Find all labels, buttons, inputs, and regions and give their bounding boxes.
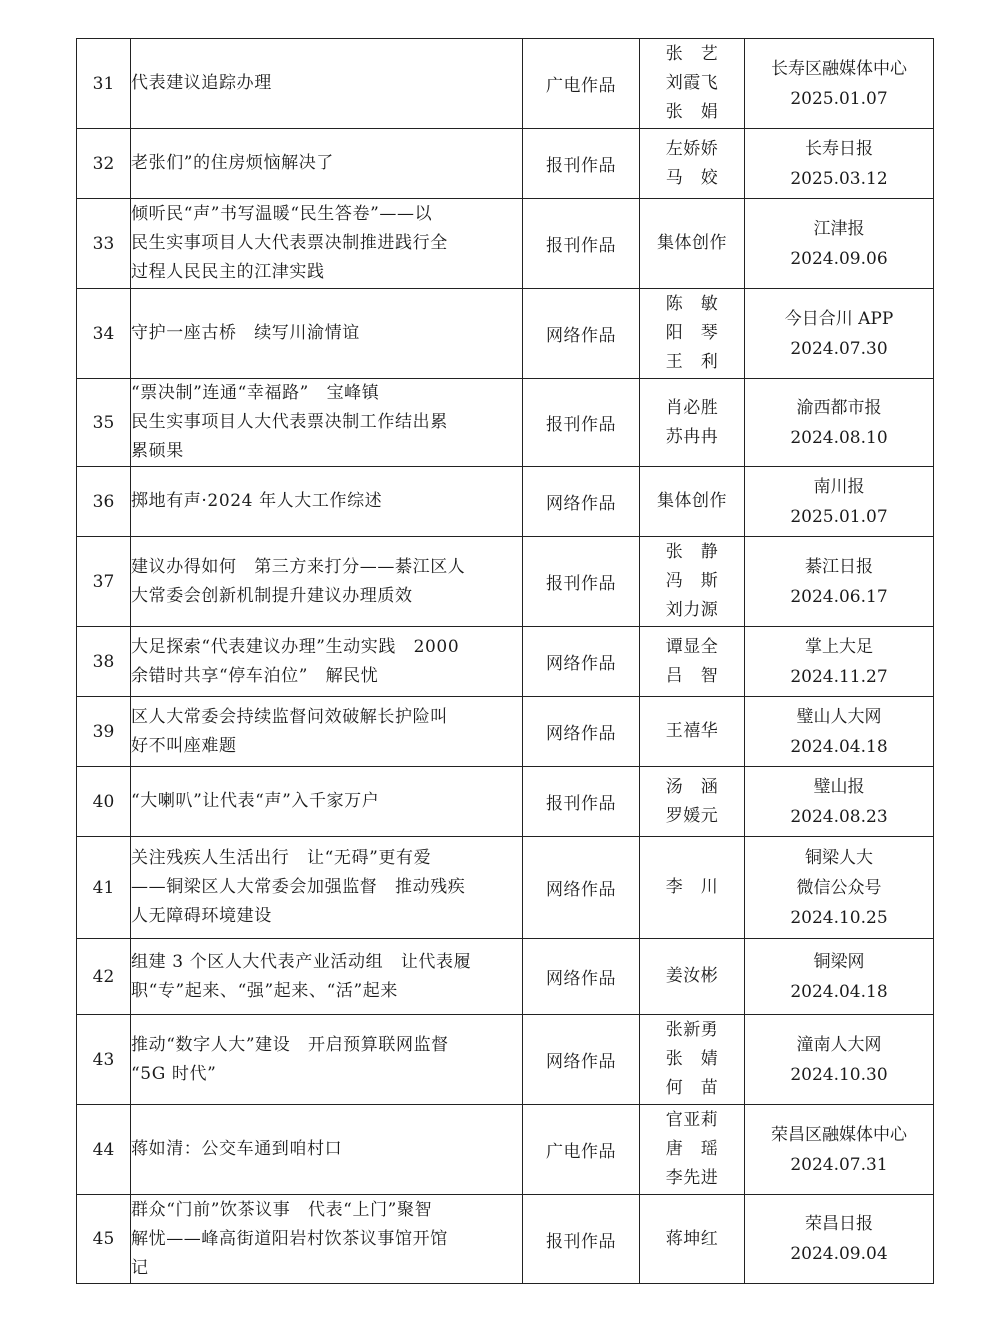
work-category: 报刊作品: [523, 537, 640, 627]
work-title: [131, 39, 523, 129]
work-authors: [640, 697, 745, 767]
work-authors: [640, 1105, 745, 1195]
author-name: 张 艺: [665, 44, 719, 64]
publish-date: 2024.06.17: [790, 586, 888, 607]
row-number: 34: [77, 289, 131, 379]
author-name: 唐 瑶: [665, 1139, 719, 1159]
row-number: 42: [77, 939, 131, 1015]
table-row: [77, 697, 934, 767]
work-authors: [640, 129, 745, 199]
publisher-cell: [745, 289, 934, 379]
publisher-name: 长寿区融媒体中心: [771, 58, 907, 79]
author-name: 左娇娇: [665, 138, 719, 159]
author-name: 王 利: [665, 352, 719, 372]
work-category: 网络作品: [523, 289, 640, 379]
work-title-line: 蒋如清：公交车通到咱村口: [131, 1139, 343, 1159]
publish-date: 2024.08.23: [790, 806, 888, 827]
work-title-line: “5G 时代”: [131, 1063, 217, 1084]
publish-date: 2024.07.30: [790, 338, 888, 359]
work-title: [131, 697, 523, 767]
publisher-name: 荣昌日报: [805, 1214, 873, 1234]
publisher-name: 南川报: [813, 476, 865, 497]
work-title-line: 建议办得如何 第三方来打分——綦江区人: [131, 556, 466, 577]
table-row: [77, 1195, 934, 1284]
publisher-cell: [745, 39, 934, 129]
work-category: 报刊作品: [523, 379, 640, 467]
work-category: 网络作品: [523, 627, 640, 697]
author-name: 张新勇: [665, 1020, 719, 1040]
author-name: 汤 涵: [665, 776, 719, 797]
work-category: 报刊作品: [523, 129, 640, 199]
work-category: 报刊作品: [523, 1195, 640, 1284]
author-name: 罗媛元: [665, 805, 719, 826]
publisher-name: 长寿日报: [805, 138, 873, 159]
work-title: [131, 1015, 523, 1105]
work-title: [131, 767, 523, 837]
work-title-line: 区人大常委会持续监督问效破解长护险叫: [131, 706, 448, 727]
table-row: [77, 627, 934, 697]
table-body: [77, 39, 934, 1284]
author-name: 谭显全: [665, 636, 719, 657]
publisher-name: 微信公众号: [796, 877, 882, 898]
publisher-name: 铜梁人大: [805, 847, 873, 868]
publish-date: 2025.01.07: [790, 88, 888, 109]
work-title-line: 解忧——峰高街道阳岩村饮茶议事馆开馆: [131, 1228, 448, 1249]
author-name: 张 静: [665, 542, 719, 562]
publisher-cell: [745, 837, 934, 939]
work-title: [131, 129, 523, 199]
publisher-cell: [745, 697, 934, 767]
awards-table: [76, 38, 934, 1284]
row-number: 33: [77, 199, 131, 289]
row-number: 45: [77, 1195, 131, 1284]
publish-date: 2024.10.30: [790, 1064, 888, 1085]
work-title-line: 群众“门前”饮茶议事 代表“上门”聚智: [131, 1199, 433, 1220]
work-category: 广电作品: [523, 39, 640, 129]
publisher-cell: [745, 939, 934, 1015]
work-title-line: 掷地有声·2024 年人大工作综述: [131, 491, 383, 511]
publisher-name: 今日合川 APP: [784, 308, 894, 329]
row-number: 43: [77, 1015, 131, 1105]
work-title-line: 推动“数字人大”建设 开启预算联网监督: [131, 1034, 449, 1055]
author-name: 马 姣: [665, 167, 719, 188]
work-title: [131, 537, 523, 627]
table-row: [77, 467, 934, 537]
work-category: 网络作品: [523, 939, 640, 1015]
author-name: 李先进: [665, 1168, 719, 1188]
work-authors: [640, 467, 745, 537]
work-category: 网络作品: [523, 467, 640, 537]
work-authors: [640, 767, 745, 837]
work-category: 报刊作品: [523, 199, 640, 289]
publisher-name: 渝西都市报: [796, 397, 882, 418]
author-name: 阳 琴: [665, 323, 719, 343]
table-row: [77, 1015, 934, 1105]
table-row: [77, 129, 934, 199]
work-title-line: 大常委会创新机制提升建议办理质效: [131, 585, 413, 606]
table-row: [77, 1105, 934, 1195]
row-number: 40: [77, 767, 131, 837]
author-name: 何 苗: [665, 1078, 719, 1098]
author-name: 官亚莉: [665, 1110, 719, 1130]
work-title-line: 老张们”的住房烦恼解决了: [131, 153, 334, 173]
publish-date: 2024.09.04: [790, 1244, 888, 1264]
work-authors: [640, 1195, 745, 1284]
publisher-cell: [745, 1105, 934, 1195]
row-number: 44: [77, 1105, 131, 1195]
work-title-line: 大足探索“代表建议办理”生动实践 2000: [131, 636, 460, 657]
work-title-line: 记: [131, 1257, 149, 1278]
work-title: [131, 379, 523, 467]
work-title: [131, 199, 523, 289]
publish-date: 2025.01.07: [790, 506, 888, 527]
work-authors: [640, 39, 745, 129]
author-name: 苏冉冉: [665, 426, 719, 447]
author-name: 集体创作: [657, 233, 727, 253]
publish-date: 2024.10.25: [790, 907, 888, 928]
publisher-cell: [745, 1015, 934, 1105]
author-name: 刘力源: [665, 600, 719, 620]
work-title-line: 倾听民“声”书写温暖“民生答卷”——以: [131, 204, 433, 224]
work-authors: [640, 837, 745, 939]
publish-date: 2024.11.27: [790, 666, 888, 687]
publisher-name: 荣昌区融媒体中心: [771, 1124, 907, 1145]
work-title: [131, 289, 523, 379]
publish-date: 2024.09.06: [790, 248, 888, 269]
author-name: 姜汝彬: [665, 966, 719, 986]
row-number: 36: [77, 467, 131, 537]
work-category: 广电作品: [523, 1105, 640, 1195]
author-name: 张 婧: [665, 1049, 719, 1069]
work-title-line: 人无障碍环境建设: [131, 906, 272, 926]
publisher-name: 璧山报: [813, 776, 865, 797]
table-row: [77, 39, 934, 129]
work-authors: [640, 1015, 745, 1105]
publisher-name: 江津报: [813, 218, 865, 239]
row-number: 32: [77, 129, 131, 199]
publisher-cell: [745, 537, 934, 627]
work-title-line: “大喇叭”让代表“声”入千家万户: [131, 791, 380, 811]
work-title-line: 组建 3 个区人大代表产业活动组 让代表履: [131, 951, 472, 972]
work-title: [131, 627, 523, 697]
work-title-line: 关注残疾人生活出行 让“无碍”更有爱: [131, 848, 432, 868]
table-row: [77, 537, 934, 627]
publish-date: 2024.04.18: [790, 981, 888, 1002]
row-number: 41: [77, 837, 131, 939]
work-authors: [640, 939, 745, 1015]
table-row: [77, 379, 934, 467]
work-category: 报刊作品: [523, 767, 640, 837]
work-title-line: 余错时共享“停车泊位” 解民忧: [131, 665, 379, 686]
row-number: 31: [77, 39, 131, 129]
work-title-line: 过程人民民主的江津实践: [131, 262, 325, 282]
publisher-name: 掌上大足: [805, 636, 873, 657]
work-title-line: 民生实事项目人大代表票决制工作结出累: [131, 412, 448, 432]
publisher-name: 潼南人大网: [796, 1034, 882, 1055]
work-title: [131, 939, 523, 1015]
table-row: [77, 837, 934, 939]
author-name: 陈 敏: [665, 294, 719, 314]
author-name: 刘霞飞: [665, 73, 719, 93]
work-category: 网络作品: [523, 837, 640, 939]
publisher-cell: [745, 1195, 934, 1284]
work-title-line: 职“专”起来、“强”起来、“活”起来: [131, 980, 398, 1001]
table-row: [77, 939, 934, 1015]
table-row: [77, 289, 934, 379]
work-authors: [640, 289, 745, 379]
publish-date: 2024.08.10: [790, 427, 888, 448]
work-authors: [640, 379, 745, 467]
author-name: 吕 智: [665, 665, 719, 686]
row-number: 39: [77, 697, 131, 767]
publish-date: 2024.07.31: [790, 1154, 888, 1175]
work-authors: [640, 537, 745, 627]
work-title-line: “票决制”连通“幸福路” 宝峰镇: [131, 383, 380, 403]
publisher-name: 璧山人大网: [796, 706, 882, 727]
publisher-cell: [745, 767, 934, 837]
work-title: [131, 1195, 523, 1284]
work-title-line: ——铜梁区人大常委会加强监督 推动残疾: [131, 877, 466, 897]
work-title: [131, 1105, 523, 1195]
work-title: [131, 837, 523, 939]
publisher-cell: [745, 627, 934, 697]
publish-date: 2025.03.12: [790, 168, 888, 189]
work-title-line: 民生实事项目人大代表票决制推进践行全: [131, 233, 448, 253]
row-number: 37: [77, 537, 131, 627]
publisher-cell: [745, 467, 934, 537]
work-title: [131, 467, 523, 537]
publisher-cell: [745, 379, 934, 467]
table-row: [77, 767, 934, 837]
author-name: 集体创作: [657, 491, 727, 511]
work-authors: [640, 627, 745, 697]
author-name: 肖必胜: [665, 397, 719, 418]
author-name: 王禧华: [665, 721, 719, 741]
row-number: 35: [77, 379, 131, 467]
publisher-name: 綦江日报: [805, 556, 873, 577]
work-category: 网络作品: [523, 1015, 640, 1105]
work-category: 网络作品: [523, 697, 640, 767]
work-title-line: 好不叫座难题: [131, 735, 237, 756]
work-title-line: 累硕果: [131, 441, 184, 461]
publisher-cell: [745, 129, 934, 199]
table-row: [77, 199, 934, 289]
publisher-name: 铜梁网: [813, 951, 865, 972]
author-name: 蒋坤红: [665, 1228, 719, 1249]
work-title-line: 守护一座古桥 续写川渝情谊: [131, 323, 360, 343]
publisher-cell: [745, 199, 934, 289]
author-name: 冯 斯: [665, 571, 719, 591]
work-authors: [640, 199, 745, 289]
publish-date: 2024.04.18: [790, 736, 888, 757]
work-title-line: 代表建议追踪办理: [131, 73, 272, 93]
row-number: 38: [77, 627, 131, 697]
author-name: 张 娟: [665, 102, 719, 122]
author-name: 李 川: [665, 877, 719, 897]
